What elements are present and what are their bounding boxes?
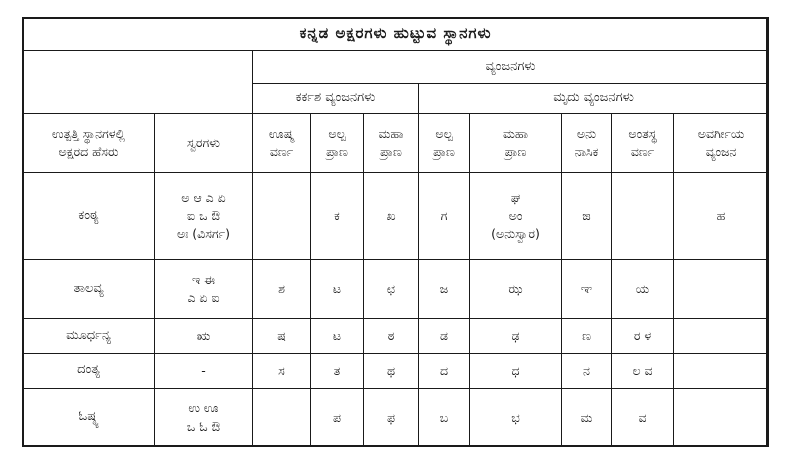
letter-line: (ಅನುಸ್ವಾರ) (491, 226, 540, 242)
letter-line: ಫ (386, 409, 395, 425)
letter-line: ಟ (332, 327, 342, 343)
letter-line: ಯ (635, 281, 650, 297)
svara-line: ಅ ಆ ಎ ಏ (181, 190, 226, 206)
letter-line: ಝ (508, 281, 523, 297)
letter-line: ಥ (386, 362, 396, 378)
column-header-line: ಪ್ರಾಣ (433, 144, 455, 160)
letter-line: ಜ (439, 281, 449, 297)
letter-line: ರ ಳ (633, 327, 652, 343)
letter-line: ನ (583, 362, 590, 378)
letter-line: ತ (333, 362, 341, 378)
group-karkasha: ಕರ್ಕಶ ವ್ಯಂಜನಗಳು (253, 83, 419, 113)
letter-line: ಘ (510, 190, 521, 206)
column-header-line: ಊಷ್ಮ (269, 126, 294, 142)
place-name-cell: ದಂತ್ಯ (23, 353, 155, 388)
letter-line: ಞ (580, 281, 593, 297)
letter-line: ಢ (511, 327, 520, 343)
letter-line: ದ (439, 362, 449, 378)
column-header-line: ಅನು (576, 126, 597, 142)
svara-line: ಒ ಓ ಔ (186, 418, 221, 434)
place-name-cell: ಮೂರ್ಧನ್ಯ (23, 319, 155, 353)
column-header-line: ಅಂತಸ್ಥ (628, 126, 657, 142)
letter-line: ಕ (334, 208, 340, 224)
letter-line: ಟ (332, 281, 342, 297)
letter-line: ಸ (278, 362, 285, 378)
column-header-line: ಪ್ರಾಣ (504, 144, 527, 160)
letter-line: ಲ ವ (632, 362, 653, 378)
svara-line: - (201, 362, 206, 378)
group-mrudu: ಮೃದು ವ್ಯಂಜನಗಳು (419, 83, 769, 113)
column-header-line: ನಾಸಿಕ (574, 144, 599, 160)
letter-line: ಮ (580, 409, 593, 425)
letter-line: ಹ (716, 208, 726, 224)
letter-line: ಣ (582, 327, 591, 343)
letter-line: ಭ (511, 409, 520, 425)
column-header-line: ಅಲ್ಪ (328, 126, 346, 142)
column-header-line: ಮಹಾ (378, 126, 404, 142)
letter-line: ವ (638, 409, 647, 425)
column-header-line: ವರ್ಣ (630, 144, 655, 160)
letter-line: ಠ (387, 327, 395, 343)
column-header-line: ವ್ಯಂಜನ (705, 144, 737, 160)
column-header-line: ಅಲ್ಪ (435, 126, 453, 142)
column-header-line: ವರ್ಣ (269, 144, 294, 160)
place-name-cell: ತಾಲವ್ಯ (23, 260, 155, 319)
column-header-line: ಉತ್ಪತ್ತಿ ಸ್ಥಾನಗಳಲ್ಲಿ (51, 126, 126, 142)
letter-line: ಧ (511, 362, 520, 378)
svara-line: ಇ ಈ (192, 272, 215, 288)
letter-line: ಖ (386, 208, 396, 224)
letter-line: ಡ (440, 327, 448, 343)
letter-line: ಶ (278, 281, 285, 297)
column-header-line: ಸ್ವರಗಳು (186, 135, 220, 151)
letter-line: ಙ (582, 208, 591, 224)
place-name-cell: ಕಂಠ್ಯ (23, 173, 155, 260)
svara-line: ಋ (196, 327, 211, 343)
svara-line: ಐ ಒ ಔ (187, 208, 220, 224)
letter-line: ಅಂ (508, 208, 523, 224)
column-header-line: ಅವರ್ಗೀಯ (697, 126, 745, 142)
table-outer-frame (22, 17, 768, 447)
svara-line: ಅಃ (ವಿಸರ್ಗ) (176, 226, 230, 242)
letter-line: ಪ (332, 409, 341, 425)
column-header-line: ಅಕ್ಷರದ ಹೆಸರು (58, 144, 119, 160)
table-title: ಕನ್ನಡ ಅಕ್ಷರಗಳು ಹುಟ್ಟುವ ಸ್ಥಾನಗಳು (23, 18, 769, 51)
letter-line: ಗ (440, 208, 448, 224)
svara-line: ಎ ಏ ಐ (187, 290, 220, 306)
group-vyanjana: ವ್ಯಂಜನಗಳು (253, 51, 769, 83)
column-header-line: ಪ್ರಾಣ (380, 144, 402, 160)
place-name-cell: ಓಷ್ಠ್ಯ (23, 389, 155, 447)
svara-line: ಉ ಊ (188, 400, 219, 416)
column-header-line: ಮಹಾ (503, 126, 528, 142)
letter-line: ಷ (277, 327, 286, 343)
letter-line: ಛ (386, 281, 396, 297)
column-header-line: ಪ್ರಾಣ (326, 144, 348, 160)
letter-line: ಬ (439, 409, 449, 425)
